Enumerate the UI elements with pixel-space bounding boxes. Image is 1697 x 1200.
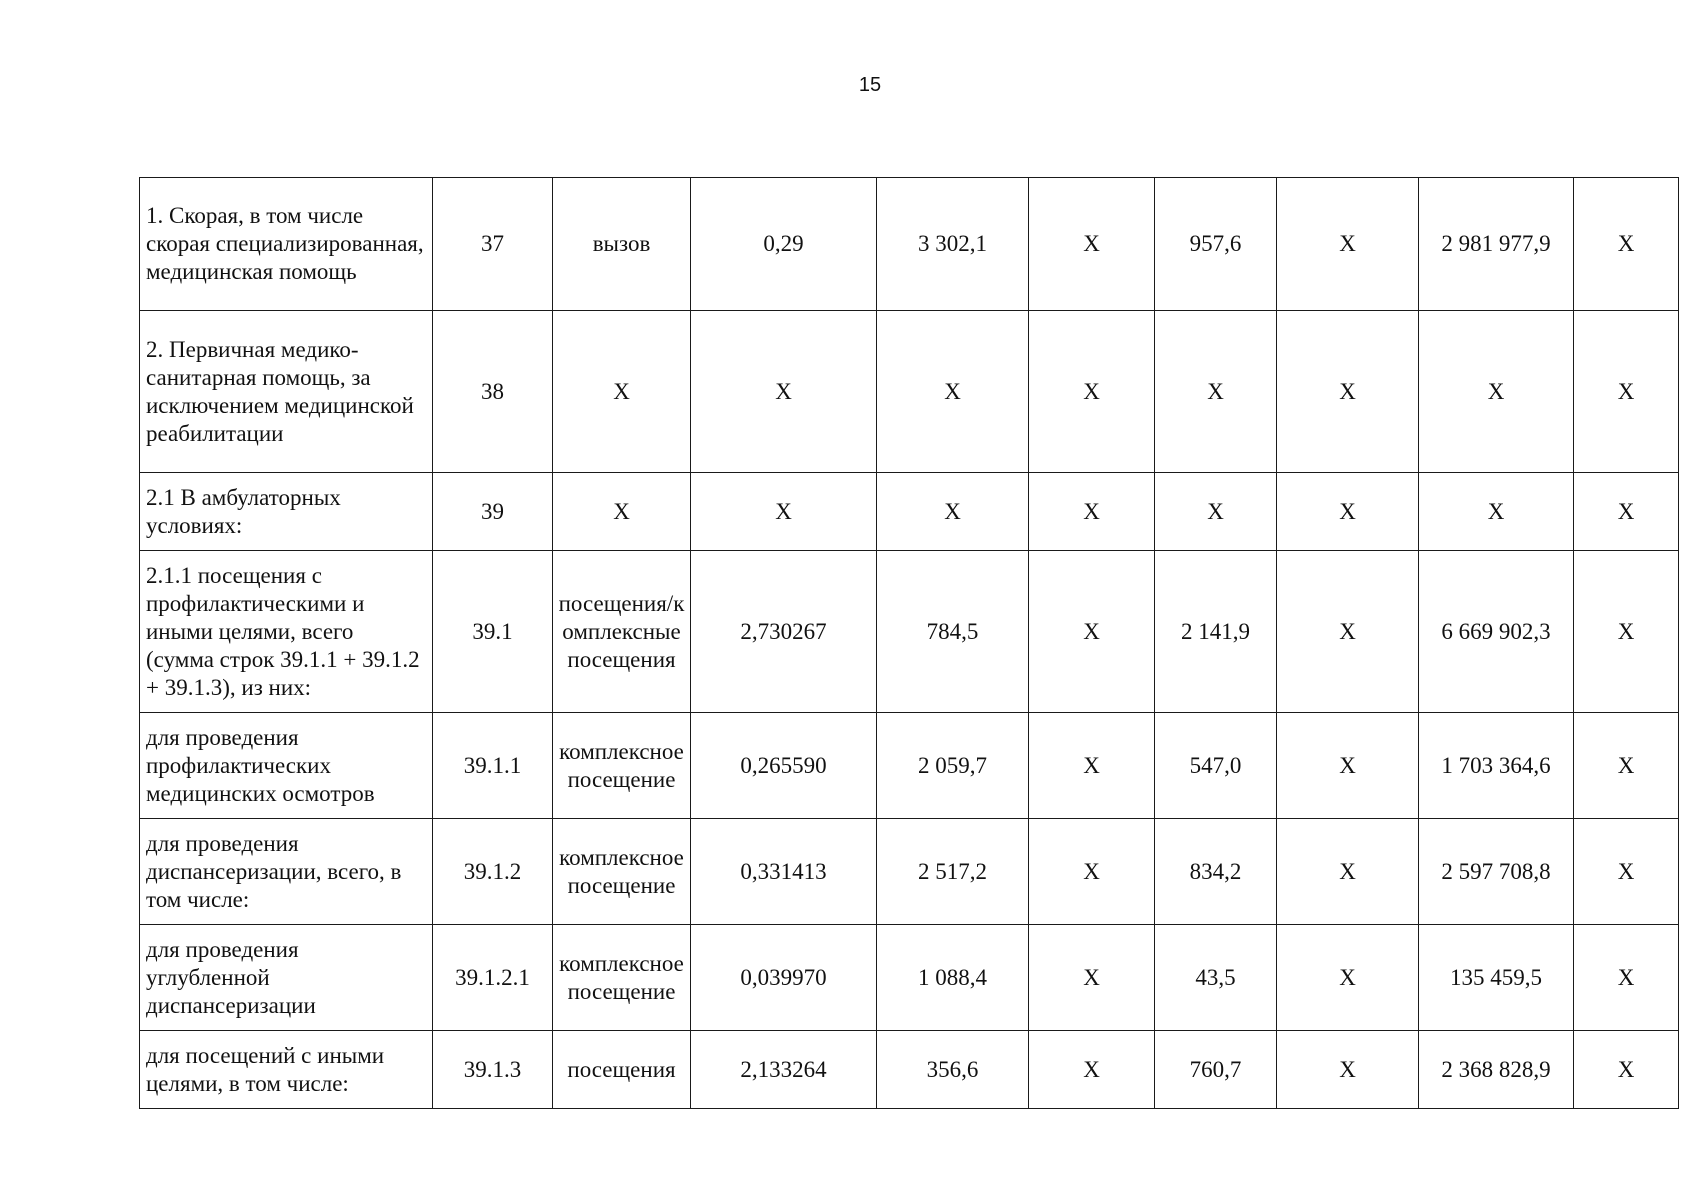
value-cell: X <box>1277 311 1419 473</box>
unit-cell: посещения <box>553 1031 691 1109</box>
value-cell: X <box>1029 473 1155 551</box>
row-name-cell: для проведения углубленной диспансеризации <box>140 925 433 1031</box>
value-cell: 2 059,7 <box>877 713 1029 819</box>
value-cell: X <box>691 473 877 551</box>
value-cell: X <box>1574 178 1679 311</box>
table-row <box>140 311 1679 473</box>
value-cell: X <box>1277 551 1419 713</box>
unit-cell: X <box>553 311 691 473</box>
value-cell: 1 703 364,6 <box>1419 713 1574 819</box>
row-name-cell: 2.1.1 посещения с профилактическими и иными целями, всего (сумма строк 39.1.1 + 39.1.2 + 39.1.3), из них: <box>140 551 433 713</box>
value-cell: X <box>1277 819 1419 925</box>
value-cell: 135 459,5 <box>1419 925 1574 1031</box>
line-number-cell: 39.1.1 <box>433 713 553 819</box>
value-cell: X <box>1155 473 1277 551</box>
value-cell: X <box>1277 1031 1419 1109</box>
unit-cell: комплексное посещение <box>553 713 691 819</box>
value-cell: 356,6 <box>877 1031 1029 1109</box>
value-cell: X <box>1029 819 1155 925</box>
line-number-cell: 37 <box>433 178 553 311</box>
row-name-cell: 1. Скорая, в том числе скорая специализированная, медицинская помощь <box>140 178 433 311</box>
value-cell: X <box>1277 473 1419 551</box>
table-row <box>140 925 1679 1031</box>
value-cell: 0,265590 <box>691 713 877 819</box>
value-cell: X <box>1155 311 1277 473</box>
value-cell: 547,0 <box>1155 713 1277 819</box>
value-cell: X <box>877 473 1029 551</box>
line-number-cell: 39.1.3 <box>433 1031 553 1109</box>
value-cell: X <box>1574 713 1679 819</box>
line-number-cell: 38 <box>433 311 553 473</box>
table-row <box>140 473 1679 551</box>
value-cell: 2 368 828,9 <box>1419 1031 1574 1109</box>
value-cell: X <box>1574 819 1679 925</box>
unit-cell: вызов <box>553 178 691 311</box>
value-cell: X <box>1029 713 1155 819</box>
value-cell: 2 517,2 <box>877 819 1029 925</box>
value-cell: X <box>1029 551 1155 713</box>
value-cell: 0,331413 <box>691 819 877 925</box>
value-cell: X <box>1029 311 1155 473</box>
unit-cell: посещения/комплексные посещения <box>553 551 691 713</box>
table-row <box>140 178 1679 311</box>
value-cell: X <box>1574 473 1679 551</box>
value-cell: X <box>1277 178 1419 311</box>
unit-cell: X <box>553 473 691 551</box>
value-cell: 2 981 977,9 <box>1419 178 1574 311</box>
unit-cell: комплексное посещение <box>553 925 691 1031</box>
value-cell: 0,29 <box>691 178 877 311</box>
unit-cell: комплексное посещение <box>553 819 691 925</box>
value-cell: 0,039970 <box>691 925 877 1031</box>
row-name-cell: для посещений с иными целями, в том числе: <box>140 1031 433 1109</box>
value-cell: 2,133264 <box>691 1031 877 1109</box>
value-cell: X <box>1574 925 1679 1031</box>
value-cell: X <box>1574 311 1679 473</box>
table-row <box>140 1031 1679 1109</box>
value-cell: 834,2 <box>1155 819 1277 925</box>
value-cell: X <box>1574 1031 1679 1109</box>
value-cell: X <box>1574 551 1679 713</box>
value-cell: 43,5 <box>1155 925 1277 1031</box>
value-cell: X <box>1029 925 1155 1031</box>
value-cell: X <box>1029 1031 1155 1109</box>
value-cell: X <box>1277 713 1419 819</box>
value-cell: X <box>1419 311 1574 473</box>
value-cell: 760,7 <box>1155 1031 1277 1109</box>
row-name-cell: для проведения профилактических медицинских осмотров <box>140 713 433 819</box>
value-cell: 784,5 <box>877 551 1029 713</box>
line-number-cell: 39.1.2 <box>433 819 553 925</box>
row-name-cell: 2. Первичная медико-санитарная помощь, за исключением медицинской реабилитации <box>140 311 433 473</box>
table-row <box>140 819 1679 925</box>
line-number-cell: 39.1.2.1 <box>433 925 553 1031</box>
value-cell: X <box>1277 925 1419 1031</box>
row-name-cell: для проведения диспансеризации, всего, в том числе: <box>140 819 433 925</box>
value-cell: X <box>1029 178 1155 311</box>
data-table <box>139 177 1679 1109</box>
value-cell: X <box>1419 473 1574 551</box>
value-cell: 1 088,4 <box>877 925 1029 1031</box>
value-cell: 2 597 708,8 <box>1419 819 1574 925</box>
line-number-cell: 39 <box>433 473 553 551</box>
page-number: 15 <box>858 74 882 96</box>
value-cell: 6 669 902,3 <box>1419 551 1574 713</box>
row-name-cell: 2.1 В амбулаторных условиях: <box>140 473 433 551</box>
value-cell: 2 141,9 <box>1155 551 1277 713</box>
line-number-cell: 39.1 <box>433 551 553 713</box>
value-cell: X <box>877 311 1029 473</box>
table-row <box>140 551 1679 713</box>
value-cell: 957,6 <box>1155 178 1277 311</box>
value-cell: 2,730267 <box>691 551 877 713</box>
value-cell: 3 302,1 <box>877 178 1029 311</box>
value-cell: X <box>691 311 877 473</box>
table-row <box>140 713 1679 819</box>
